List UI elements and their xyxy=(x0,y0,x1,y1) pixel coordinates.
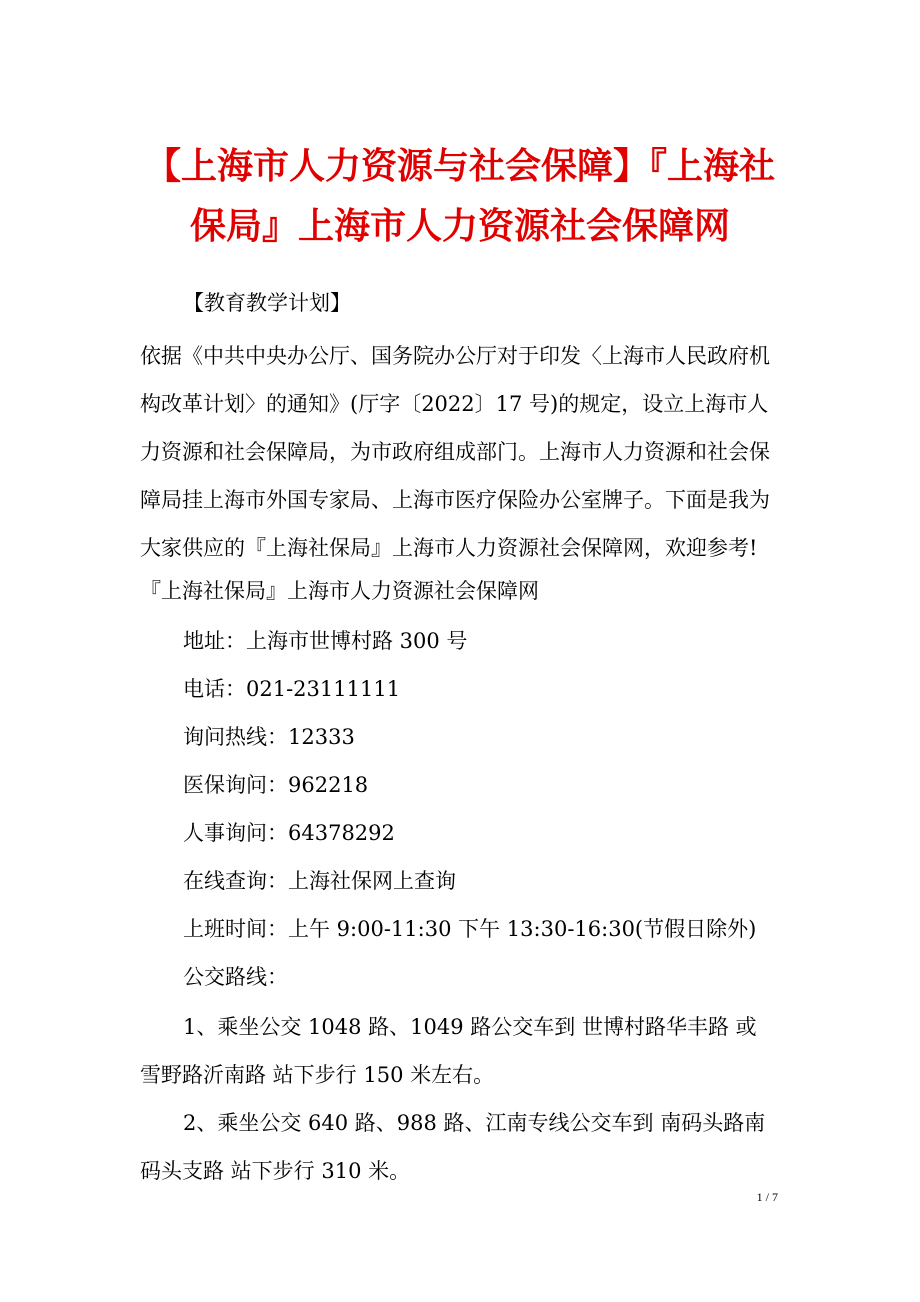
hotline-line: 询问热线：12333 xyxy=(183,725,355,749)
bus-route-1: 1、乘坐公交 1048 路、1049 路公交车到 世博村路华丰路 或 雪野路沂南路 站下步行 150 米左右。 xyxy=(140,1015,757,1087)
intro-paragraph: 依据《中共中央办公厅、国务院办公厅对于印发〈上海市人民政府机构改革计划〉的通知》(厅字〔2022〕17 号)的规定，设立上海市人力资源和社会保障局，为市政府组成部门。上海市人力资源和社会保障局挂上海市外国专家局、上海市医疗保险办公室牌子。下面是我为大家供应的『上海社保局』上海市人力资源社会保障网，欢迎参考! xyxy=(140,344,770,560)
hr-inquiry-line: 人事询问：64378292 xyxy=(183,821,395,845)
office-hours-line: 上班时间：上午 9:00-11:30 下午 13:30-16:30(节假日除外) xyxy=(183,917,757,941)
medical-inquiry-line: 医保询问：962218 xyxy=(183,773,369,797)
bus-route-heading: 公交路线： xyxy=(183,965,288,989)
category-label: 【教育教学计划】 xyxy=(183,291,351,315)
online-query-line: 在线查询：上海社保网上查询 xyxy=(183,869,456,893)
address-line: 地址：上海市世博村路 300 号 xyxy=(183,629,468,653)
phone-line: 电话：021-23111111 xyxy=(183,677,401,701)
document-title: 【上海市人力资源与社会保障】『上海社保局』上海市人力资源社会保障网 xyxy=(144,145,775,247)
bus-route-2: 2、乘坐公交 640 路、988 路、江南专线公交车到 南码头路南码头支路 站下步行 310 米。 xyxy=(140,1111,766,1183)
page-indicator: 1 / 7 xyxy=(756,1190,778,1204)
sub-heading: 『上海社保局』上海市人力资源社会保障网 xyxy=(140,579,539,603)
